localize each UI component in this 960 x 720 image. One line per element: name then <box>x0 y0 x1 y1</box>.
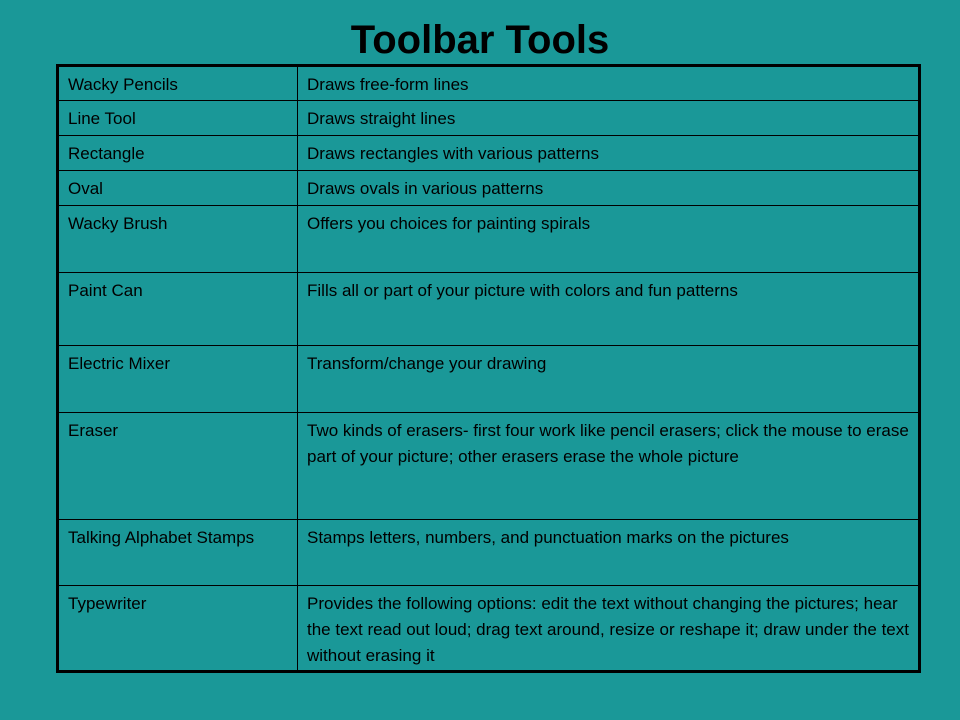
tool-name-cell: Wacky Brush <box>58 206 298 273</box>
tool-description-cell: Transform/change your drawing <box>298 346 920 413</box>
tool-name-cell: Electric Mixer <box>58 346 298 413</box>
tool-name-cell: Talking Alphabet Stamps <box>58 520 298 586</box>
tool-description-cell: Draws straight lines <box>298 101 920 136</box>
table-row <box>58 206 920 273</box>
tool-description-cell: Fills all or part of your picture with colors and fun patterns <box>298 273 920 346</box>
table-row <box>58 171 920 206</box>
table-row <box>58 520 920 586</box>
table-row <box>58 586 920 672</box>
tool-description-cell: Draws rectangles with various patterns <box>298 136 920 171</box>
tool-name-cell: Eraser <box>58 413 298 520</box>
table-row <box>58 273 920 346</box>
table-row <box>58 66 920 101</box>
table-row <box>58 346 920 413</box>
tool-description-cell: Draws free-form lines <box>298 66 920 101</box>
table-row <box>58 413 920 520</box>
tool-description-cell: Provides the following options: edit the text without changing the pictures; hear the text read out loud; drag text around, resize or reshape it; draw under the text without erasing it <box>298 586 920 672</box>
slide-title: Toolbar Tools <box>350 18 610 62</box>
tool-name-cell: Oval <box>58 171 298 206</box>
table-row <box>58 136 920 171</box>
tools-table <box>56 64 921 673</box>
tool-name-cell: Wacky Pencils <box>58 66 298 101</box>
tool-name-cell: Typewriter <box>58 586 298 672</box>
tool-description-cell: Two kinds of erasers- first four work like pencil erasers; click the mouse to erase part of your picture; other erasers erase the whole picture <box>298 413 920 520</box>
table-row <box>58 101 920 136</box>
tool-name-cell: Rectangle <box>58 136 298 171</box>
tool-description-cell: Draws ovals in various patterns <box>298 171 920 206</box>
tool-description-cell: Stamps letters, numbers, and punctuation marks on the pictures <box>298 520 920 586</box>
tool-description-cell: Offers you choices for painting spirals <box>298 206 920 273</box>
tool-name-cell: Line Tool <box>58 101 298 136</box>
tool-name-cell: Paint Can <box>58 273 298 346</box>
